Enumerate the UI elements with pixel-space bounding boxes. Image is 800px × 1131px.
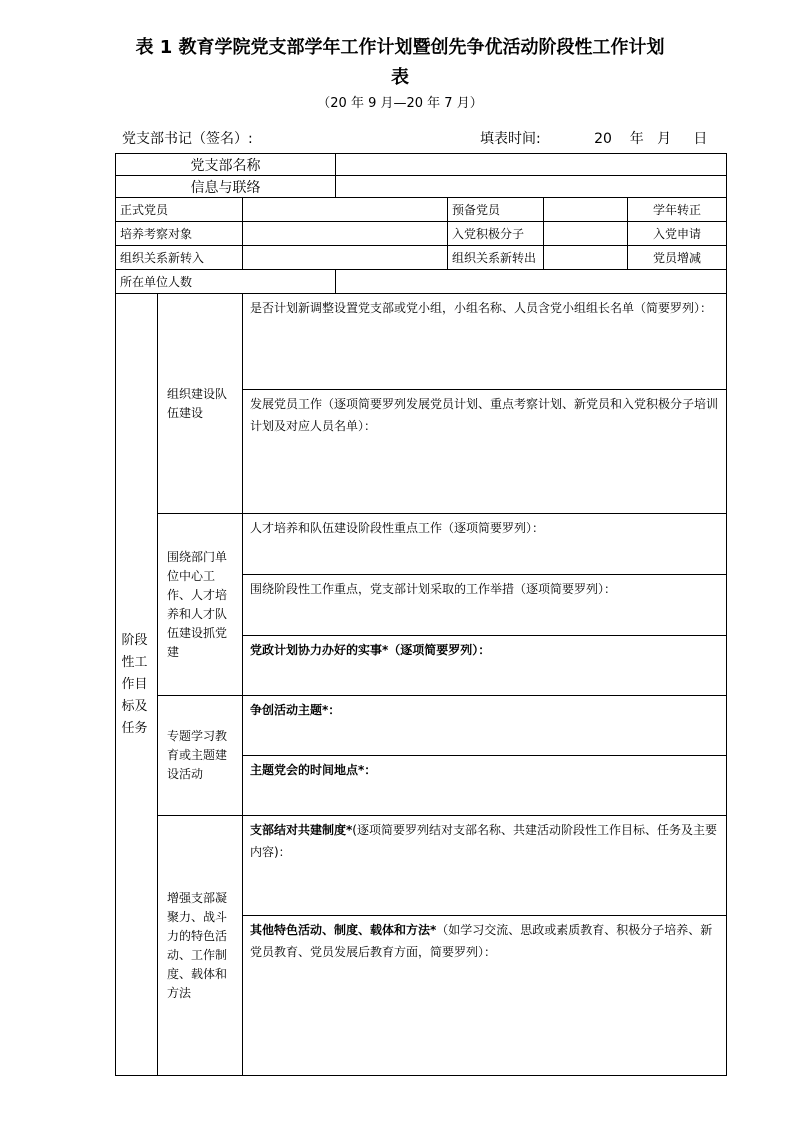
branch-cohesion-label: 增强支部凝聚力、战斗力的特色活动、工作制度、载体和方法 bbox=[158, 816, 243, 1076]
document-title-continued: 表 bbox=[391, 67, 409, 88]
probationary-members-label: 预备党员 bbox=[448, 198, 544, 222]
probationary-members-field[interactable] bbox=[544, 198, 628, 222]
member-development-field[interactable] bbox=[243, 390, 727, 514]
party-group-setup-prompt: 是否计划新调整设置党支部或党小组，小组名称、人员含党小组组长名单（简要罗列）： bbox=[250, 301, 713, 315]
meeting-time-place-field[interactable] bbox=[243, 756, 727, 816]
practical-matters-prompt: 党政计划协力办好的实事*（逐项简要罗列）： bbox=[250, 643, 491, 657]
transfer-out-label: 组织关系新转出 bbox=[448, 246, 544, 270]
annual-conversion-label: 学年转正 bbox=[628, 198, 727, 222]
unit-count-label: 所在单位人数 bbox=[116, 270, 336, 294]
member-development-prompt: 发展党员工作（逐项简要罗列发展党员计划、重点考察计划、新党员和入党积极分子培训计划及对应人员名单）： bbox=[250, 397, 719, 433]
practical-matters-field[interactable] bbox=[243, 636, 727, 696]
work-measures-prompt: 围绕阶段性工作重点，党支部计划采取的工作举措（逐项简要罗列）： bbox=[250, 582, 617, 596]
fill-date-label: 填表时间: 20 年 月 日 bbox=[480, 131, 708, 147]
branch-name-label: 党支部名称 bbox=[116, 154, 336, 176]
document-title: 表 1 教育学院党支部学年工作计划暨创先争优活动阶段性工作计划 bbox=[135, 37, 665, 58]
special-activities-prompt: （如学习交流、思政或素质教育、积极分子培养、新党员教育、党员发展后教育方面，简要罗列）： bbox=[250, 923, 713, 959]
activists-label: 入党积极分子 bbox=[448, 222, 544, 246]
talent-training-field[interactable] bbox=[243, 514, 727, 575]
regular-members-label: 正式党员 bbox=[116, 198, 243, 222]
pairing-system-field[interactable] bbox=[243, 816, 727, 916]
party-group-setup-field[interactable] bbox=[243, 294, 727, 390]
center-work-label: 围绕部门单位中心工作、人才培养和人才队伍建设抓党建 bbox=[158, 514, 243, 696]
training-candidates-field[interactable] bbox=[243, 222, 448, 246]
work-plan-form bbox=[115, 153, 727, 1076]
member-change-label: 党员增减 bbox=[628, 246, 727, 270]
work-measures-field[interactable] bbox=[243, 575, 727, 636]
phase-goals-label: 阶段性工作目标及任务 bbox=[116, 294, 158, 1076]
activity-theme-field[interactable] bbox=[243, 696, 727, 756]
pairing-system-prompt-bold: 支部结对共建制度* bbox=[250, 823, 353, 837]
contact-field[interactable] bbox=[336, 176, 727, 198]
applications-label: 入党申请 bbox=[628, 222, 727, 246]
branch-name-field[interactable] bbox=[336, 154, 727, 176]
training-candidates-label: 培养考察对象 bbox=[116, 222, 243, 246]
transfer-in-field[interactable] bbox=[243, 246, 448, 270]
special-activities-field[interactable] bbox=[243, 916, 727, 1076]
secretary-signature-label: 党支部书记（签名）: bbox=[122, 131, 253, 147]
talent-training-prompt: 人才培养和队伍建设阶段性重点工作（逐项简要罗列）： bbox=[250, 521, 545, 535]
transfer-in-label: 组织关系新转入 bbox=[116, 246, 243, 270]
meeting-time-place-prompt: 主题党会的时间地点*： bbox=[250, 763, 377, 777]
org-construction-label: 组织建设队伍建设 bbox=[158, 294, 243, 514]
unit-count-field[interactable] bbox=[336, 270, 727, 294]
special-activities-prompt-bold: 其他特色活动、制度、载体和方法* bbox=[250, 923, 437, 937]
period-subtitle: （20 年 9 月—20 年 7 月） bbox=[317, 96, 483, 111]
thematic-study-label: 专题学习教育或主题建设活动 bbox=[158, 696, 243, 816]
pairing-system-prompt: (逐项简要罗列结对支部名称、共建活动阶段性工作目标、任务及主要内容)： bbox=[250, 823, 717, 859]
activists-field[interactable] bbox=[544, 222, 628, 246]
activity-theme-prompt: 争创活动主题*： bbox=[250, 703, 341, 717]
transfer-out-field[interactable] bbox=[544, 246, 628, 270]
regular-members-field[interactable] bbox=[243, 198, 448, 222]
contact-label: 信息与联络 bbox=[116, 176, 336, 198]
